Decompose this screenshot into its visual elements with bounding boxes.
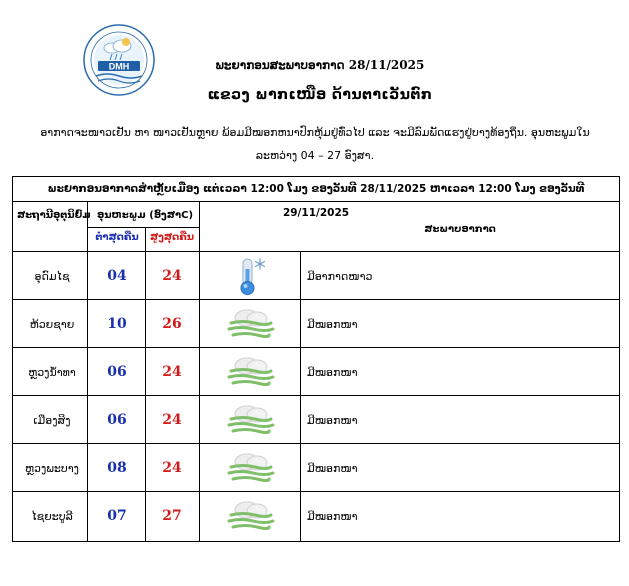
cold-thermometer-icon <box>230 255 270 297</box>
fog-icon <box>225 355 275 389</box>
weather-column-header: ສະພາບອາກາດ <box>424 224 496 235</box>
temperature-column-header: ອຸນຫະພູມ (ອົງສາC) <box>97 210 194 221</box>
max-temp-value: 24 <box>162 460 182 476</box>
station-name: ອຸດົມໄຊ <box>34 269 70 283</box>
station-column-header: ສະຖານີອຸຕຸນິຍົມ <box>17 210 91 221</box>
station-name: ຫ້ວຍຊາຍ <box>29 317 75 331</box>
min-temp-value: 07 <box>107 508 127 524</box>
weather-description: ມີໝອກໜາ <box>307 461 358 475</box>
forecast-title: ພະຍາກອນສະພາບອາກາດ 28/11/2025 <box>215 58 425 72</box>
max-temp-value: 24 <box>162 268 182 284</box>
dmh-logo <box>82 24 156 96</box>
max-temp-column-header: ສູງສຸດຄືນ <box>149 232 195 243</box>
max-temp-value: 27 <box>162 508 182 524</box>
max-temp-value: 24 <box>162 412 182 428</box>
header-divider <box>88 227 200 228</box>
max-temp-value: 24 <box>162 364 182 380</box>
description-line-1: ອາກາດຈະໜາວເຢັນ ຫາ ໜາວເຢັນຫຼາຍ ພ້ອມມີໝອກຫນາປົກຫຸ້ມຢູ່ທົ່ວໄປ ແລະ ຈະມີລົມພັດແຮງຢູ່ບາງທ້ອງຖິ່ນ. ອຸນຫະພູມໃນ <box>40 126 590 139</box>
table-title: ພະຍາກອນອາກາດສຳຫຼັບເມືອງ ແຕ່ເວລາ 12:00 ໂມງ ຂອງວັນທີ 28/11/2025 ຫາເວລາ 12:00 ໂມງ ຂອງວັນທີ 29/11/2025 <box>13 177 619 202</box>
station-name: ເມືອງສິງ <box>33 413 71 427</box>
fog-icon <box>225 451 275 485</box>
station-name: ຫຼວງພະບາງ <box>25 461 79 475</box>
region-title: ແຂວງ ພາກເໜືອ ດ້ານຕາເວັນຕົກ <box>207 87 433 103</box>
grid-line <box>300 251 301 541</box>
forecast-table <box>12 176 620 542</box>
fog-icon <box>225 403 275 437</box>
min-temp-value: 06 <box>107 364 127 380</box>
station-name: ຫຼວງນ້ຳທາ <box>28 365 76 379</box>
min-temp-value: 10 <box>107 316 127 332</box>
weather-description: ມີໝອກໜາ <box>307 365 358 379</box>
min-temp-column-header: ຕ່ຳສຸດຄືນ <box>95 232 139 243</box>
min-temp-value: 08 <box>107 460 127 476</box>
max-temp-value: 26 <box>162 316 182 332</box>
station-name: ໄຊຍະບູລີ <box>31 509 73 523</box>
forecast-description <box>30 121 600 167</box>
logo-text: DMH <box>108 61 130 72</box>
min-temp-value: 06 <box>107 412 127 428</box>
weather-description: ມີໝອກໜາ <box>307 317 358 331</box>
description-line-2: ລະຫວ່າງ 04 – 27 ອົງສາ. <box>255 149 375 162</box>
weather-description: ມີໝອກໜາ <box>307 509 358 523</box>
weather-description: ມີອາກາດໜາວ <box>307 269 373 283</box>
fog-icon <box>225 307 275 341</box>
min-temp-value: 04 <box>107 268 127 284</box>
weather-description: ມີໝອກໜາ <box>307 413 358 427</box>
fog-icon <box>225 499 275 533</box>
